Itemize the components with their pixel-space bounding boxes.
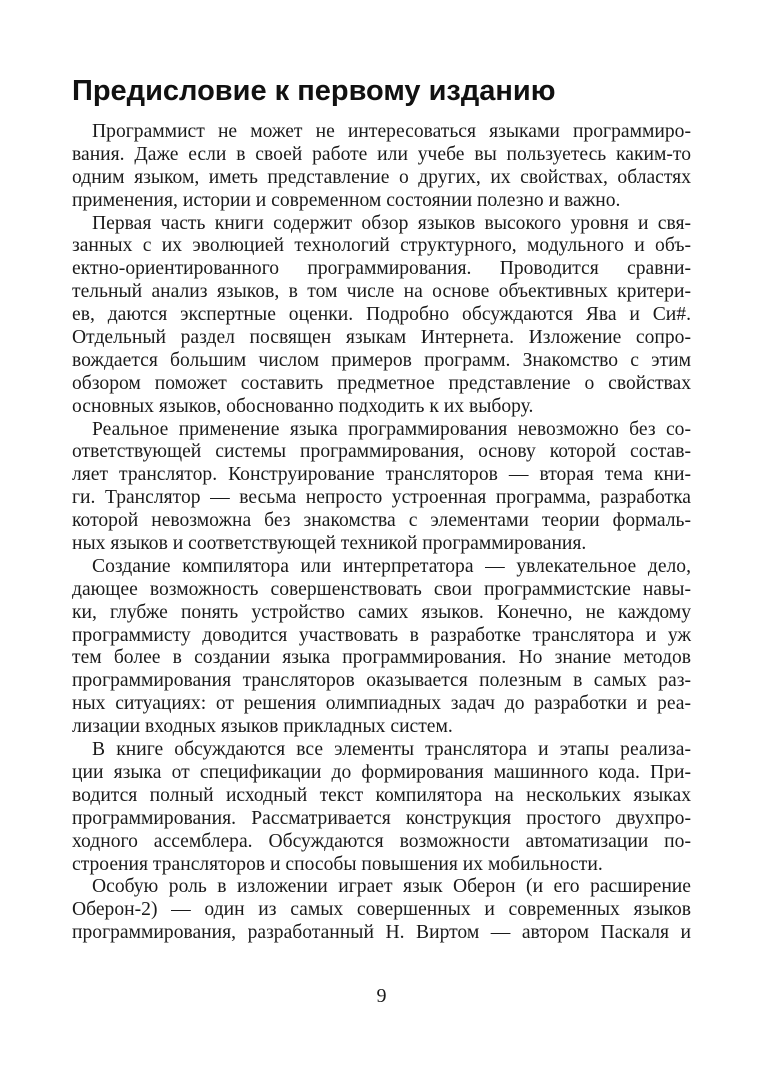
text-line: ги. Транслятор — весьма непросто устроенная программа, разработка bbox=[72, 487, 691, 509]
text-line: программирования. Рассматривается конструкция простого двухпро- bbox=[72, 807, 691, 829]
text-line: Программист не может не интересоваться языками программиро- bbox=[92, 121, 691, 142]
paragraph bbox=[72, 213, 691, 419]
text-line: Создание компилятора или интерпретатора — увлекательное дело, bbox=[92, 555, 691, 577]
paragraph bbox=[72, 876, 691, 945]
text-line: вания. Даже если в своей работе или учебе вы пользуетесь каким-то bbox=[72, 143, 691, 165]
text-line: тельный анализ языков, в том числе на основе объективных критери- bbox=[72, 281, 691, 303]
text-line: ходного ассемблера. Обсуждаются возможности автоматизации по- bbox=[72, 830, 691, 852]
text-line: Оберон-2) — один из самых совершенных и современных языков bbox=[72, 899, 691, 921]
text-line: В книге обсуждаются все элементы транслятора и этапы реализа- bbox=[92, 739, 691, 761]
text-line: ных языков и соответствующей техникой программирования. bbox=[72, 533, 587, 555]
text-line: ляет транслятор. Конструирование трансляторов — вторая тема кни- bbox=[72, 464, 691, 486]
text-line: Реальное применение языка программирования невозможно без со- bbox=[92, 418, 691, 440]
text-line: Первая часть книги содержит обзор языков высокого уровня и свя- bbox=[92, 212, 691, 234]
paragraph bbox=[72, 419, 691, 556]
text-line: одним языком, иметь представление о других, их свойствах, областях bbox=[72, 166, 691, 188]
text-line: ответствующей системы программирования, основу которой состав- bbox=[72, 441, 691, 463]
page-title: Предисловие к первому изданию bbox=[72, 75, 556, 107]
text-line: основных языков, обоснованно подходить к их выбору. bbox=[72, 395, 534, 417]
text-line: применения, истории и современном состоянии полезно и важно. bbox=[72, 189, 621, 211]
paragraph bbox=[72, 121, 691, 213]
text-line: программирования, разработанный Н. Виртом — автором Паскаля и bbox=[72, 922, 691, 944]
text-line: которой невозможна без знакомства с элементами теории формаль- bbox=[72, 510, 691, 532]
page-number: 9 bbox=[376, 985, 387, 1007]
text-line: водится полный исходный текст компилятора на нескольких языках bbox=[72, 784, 691, 806]
text-line: строения трансляторов и способы повышения их мобильности. bbox=[72, 853, 603, 875]
text-line: программисту доводится участвовать в разработке транслятора и уж bbox=[72, 624, 691, 646]
text-line: дающее возможность совершенствовать свои программистские навы- bbox=[72, 578, 691, 600]
body-text bbox=[72, 121, 691, 945]
text-line: тем более в создании языка программирования. Но знание методов bbox=[72, 647, 691, 669]
text-line: Особую роль в изложении играет язык Оберон (и его расширение bbox=[92, 876, 691, 898]
text-line: ев, даются экспертные оценки. Подробно обсуждаются Ява и Си#. bbox=[72, 304, 691, 326]
text-line: Отдельный раздел посвящен языкам Интернета. Изложение сопро- bbox=[72, 327, 691, 349]
paragraph bbox=[72, 739, 691, 876]
paragraph bbox=[72, 556, 691, 739]
text-line: лизации входных языков прикладных систем. bbox=[72, 716, 453, 738]
text-line: обзором поможет составить предметное представление о свойствах bbox=[72, 372, 691, 394]
text-line: вождается большим числом примеров программ. Знакомство с этим bbox=[72, 349, 691, 371]
text-line: ных ситуациях: от решения олимпиадных задач до разработки и реа- bbox=[72, 693, 691, 715]
text-line: ции языка от спецификации до формирования машинного кода. При- bbox=[72, 761, 691, 783]
text-line: занных с их эволюцией технологий структурного, модульного и объ- bbox=[72, 235, 691, 257]
page-content bbox=[72, 73, 691, 945]
text-line: ектно-ориентированного программирования. Проводится сравни- bbox=[72, 258, 691, 280]
text-line: ки, глубже понять устройство самих языков. Конечно, не каждому bbox=[72, 601, 691, 623]
text-line: программирования трансляторов оказывается полезным в самых раз- bbox=[72, 670, 691, 692]
